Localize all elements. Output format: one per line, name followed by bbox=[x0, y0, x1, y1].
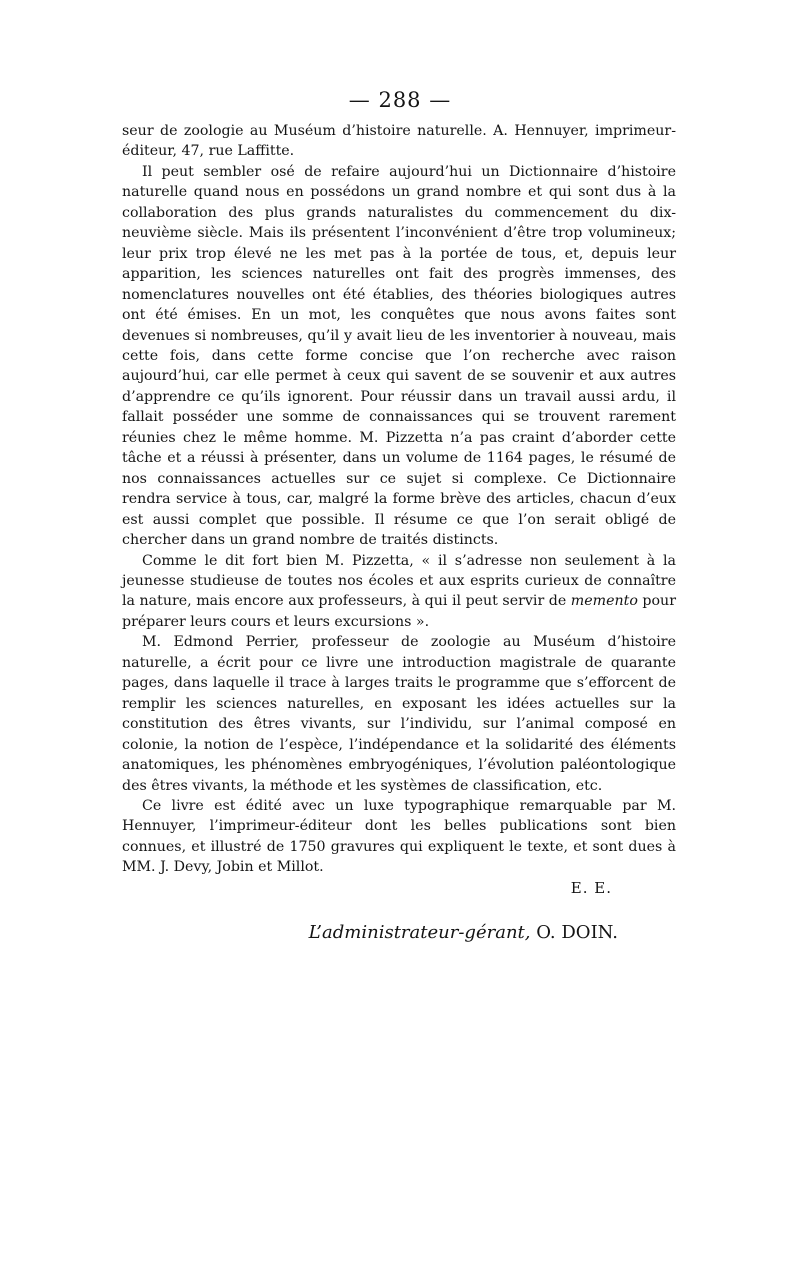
signature-line bbox=[309, 922, 618, 943]
paragraph-quote bbox=[122, 551, 676, 633]
quote-text-after: pour préparer leurs cours et leurs excursions ». bbox=[122, 593, 676, 630]
paragraph-edition: Ce livre est édité avec un luxe typographique remarquable par M. Hennuyer, l’imprimeur-éditeur dont les belles publications sont bien connues, et illustré de 1750 gravures qui expliquent le texte, et sont dues à MM. J. Devy, Jobin et Millot. bbox=[122, 797, 676, 876]
signature-name: O. DOIN. bbox=[536, 922, 618, 943]
author-initials: E. E. bbox=[570, 879, 612, 897]
quote-text-before: Comme le dit fort bien M. Pizzetta, « il s’adresse non seulement à la jeunesse studieuse de toutes nos écoles et aux esprits curieux de connaître la nature, mais encore aux professeurs, à qui il peut servir de bbox=[122, 552, 676, 610]
paragraph-dictionnaire: Il peut sembler osé de refaire aujourd’hui un Dictionnaire d’histoire naturelle quand nous en possédons un grand nombre et qui sont dus à la collaboration des plus grands naturalistes du commencement du dix-neuvième siècle. Mais ils présentent l’inconvénient d’être trop volumineux; leur prix trop élevé ne les met pas à la portée de tous, et, depuis leur apparition, les sciences naturelles ont fait des progrès immenses, des nomenclatures nouvelles ont été établies, des théories biologiques autres ont été émises. En un mot, les conquêtes que nous avons faites sont devenues si nombreuses, qu’il y avait lieu de les inventorier à nouveau, mais cette fois, dans cette forme concise que l’on recherche avec raison aujourd’hui, car elle permet à ceux qui savent de se souvenir et aux autres d’apprendre ce qu’ils ignorent. Pour réussir dans un travail aussi ardu, il fallait posséder une somme de connaissances qui se trouvent rarement réunies chez le même homme. M. Pizzetta n’a pas craint d’aborder cette tâche et a réussi à présenter, dans un volume de 1164 pages, le résumé de nos connaissances actuelles sur ce sujet si complexe. Ce Dictionnaire rendra service à tous, car, malgré la forme brève des articles, chacun d’eux est aussi complet que possible. Il résume ce que l’on serait obligé de chercher dans un grand nombre de traités distincts. bbox=[122, 163, 676, 549]
signature-role: L’administrateur-gérant, bbox=[308, 922, 531, 943]
quote-italic-word: memento bbox=[570, 593, 638, 610]
page-number: — 288 — bbox=[348, 88, 452, 112]
paragraph-perrier: M. Edmond Perrier, professeur de zoologie au Muséum d’histoire naturelle, a écrit pour ce livre une introduction magistrale de quarante pages, dans laquelle il trace à larges traits le programme que s’efforcent de remplir les sciences naturelles, en exposant les idées actuelles sur la constitution des êtres vivants, sur l’individu, sur l’animal composé en colonie, la notion de l’espèce, l’indépendance et la solidarité des éléments anatomiques, les phénomènes embryogéniques, l’évolution paléontologique des êtres vivants, la méthode et les systèmes de classification, etc. bbox=[122, 634, 676, 794]
paragraph-continuation: seur de zoologie au Muséum d’histoire naturelle. A. Hennuyer, imprimeur-éditeur, 47, rue Laffitte. bbox=[122, 123, 676, 160]
article-text bbox=[122, 121, 676, 878]
